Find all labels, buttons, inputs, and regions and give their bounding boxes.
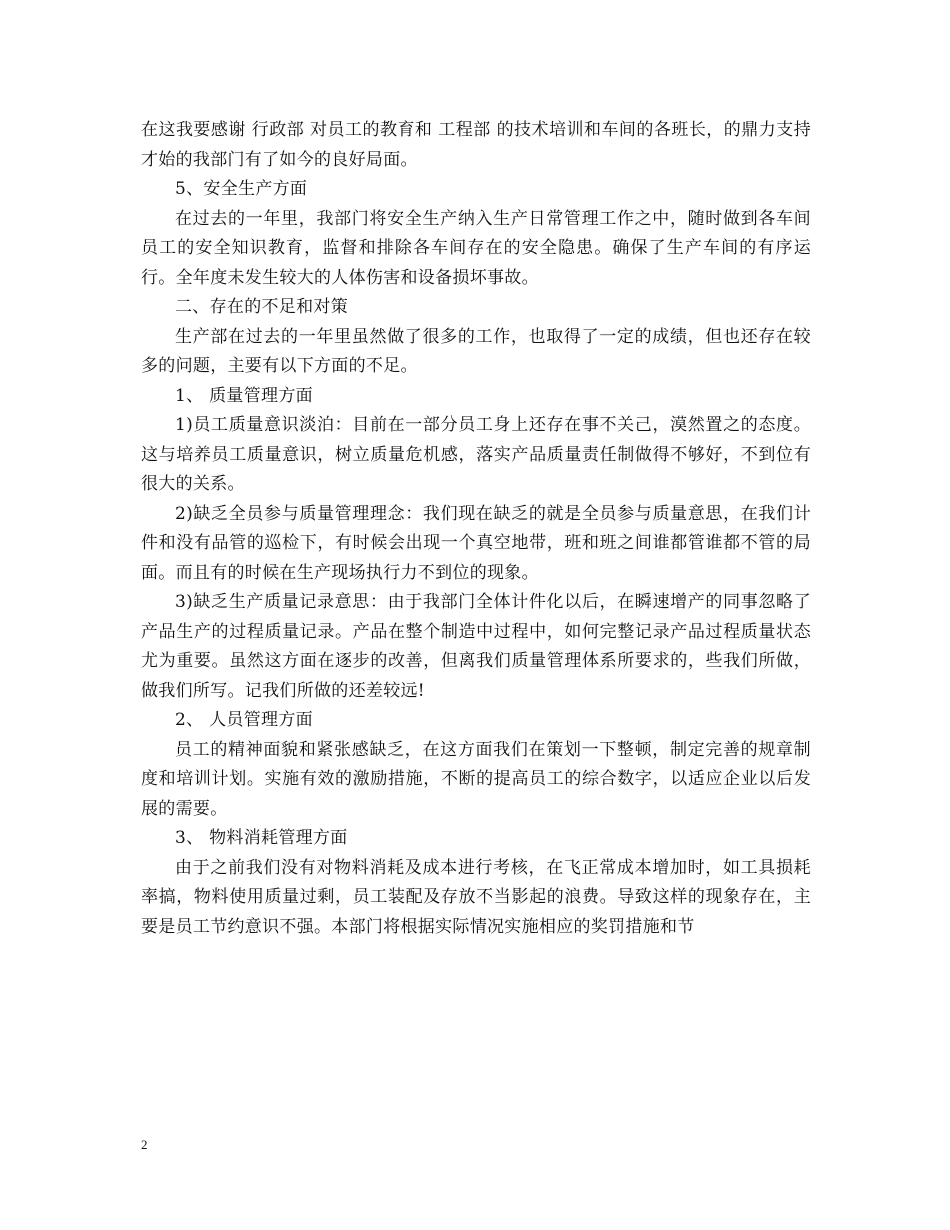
document-body [141,116,811,942]
paragraph-material-consumption: 由于之前我们没有对物料消耗及成本进行考核，在飞正常成本增加时，如工具损耗率搞，物料使用质量过剩，员工装配及存放不当影起的浪费。导致这样的现象存在，主要是员工节约意识不强。本部门将根据实际情况实施相应的奖罚措施和节 [141,857,811,937]
heading-material-consumption: 3、 物料消耗管理方面 [175,828,348,848]
heading-safety-production: 5、安全生产方面 [175,179,308,199]
page-number: 2 [141,1137,148,1152]
paragraph-thanks: 在这我要感谢 行政部 对员工的教育和 工程部 的技术培训和车间的各班长，的鼎力支持才始的我部门有了如今的良好局面。 [141,120,811,170]
paragraph-quality-awareness: 1)员工质量意识淡泊：目前在一部分员工身上还存在事不关己，漠然置之的态度。这与培养员工质量意识，树立质量危机感，落实产品质量责任制做得不够好，不到位有很大的关系。 [141,415,811,494]
paragraph-safety-production: 在过去的一年里，我部门将安全生产纳入生产日常管理工作之中，随时做到各车间员工的安全知识教育，监督和排除各车间存在的安全隐患。确保了生产车间的有序运行。全年度未发生较大的人体伤害和设备损坏事故。 [141,208,811,288]
heading-shortcomings: 二、存在的不足和对策 [175,297,348,317]
paragraph-personnel-management: 员工的精神面貌和紧张感缺乏，在这方面我们在策划一下整顿，制定完善的规章制度和培训计划。实施有效的激励措施，不断的提高员工的综合数字，以适应企业以后发展的需要。 [141,739,811,819]
paragraph-shortcomings-intro: 生产部在过去的一年里虽然做了很多的工作，也取得了一定的成绩，但也还存在较多的问题，主要有以下方面的不足。 [141,326,811,376]
paragraph-quality-records: 3)缺乏生产质量记录意思：由于我部门全体计件化以后，在瞬速增产的同事忽略了产品生产的过程质量记录。产品在整个制造中过程中，如何完整记录产品过程质量状态尤为重要。虽然这方面在逐步的改善，但离我们质量管理体系所要求的，些我们所做，做我们所写。记我们所做的还差较远! [141,592,811,701]
paragraph-quality-participation: 2)缺乏全员参与质量管理理念：我们现在缺乏的就是全员参与质量意思，在我们计件和没有品管的巡检下，有时候会出现一个真空地带，班和班之间谁都管谁都不管的局面。而且有的时候在生产现场执行力不到位的现象。 [141,503,811,583]
heading-quality-management: 1、 质量管理方面 [175,385,313,406]
heading-personnel-management: 2、 人员管理方面 [175,710,313,730]
